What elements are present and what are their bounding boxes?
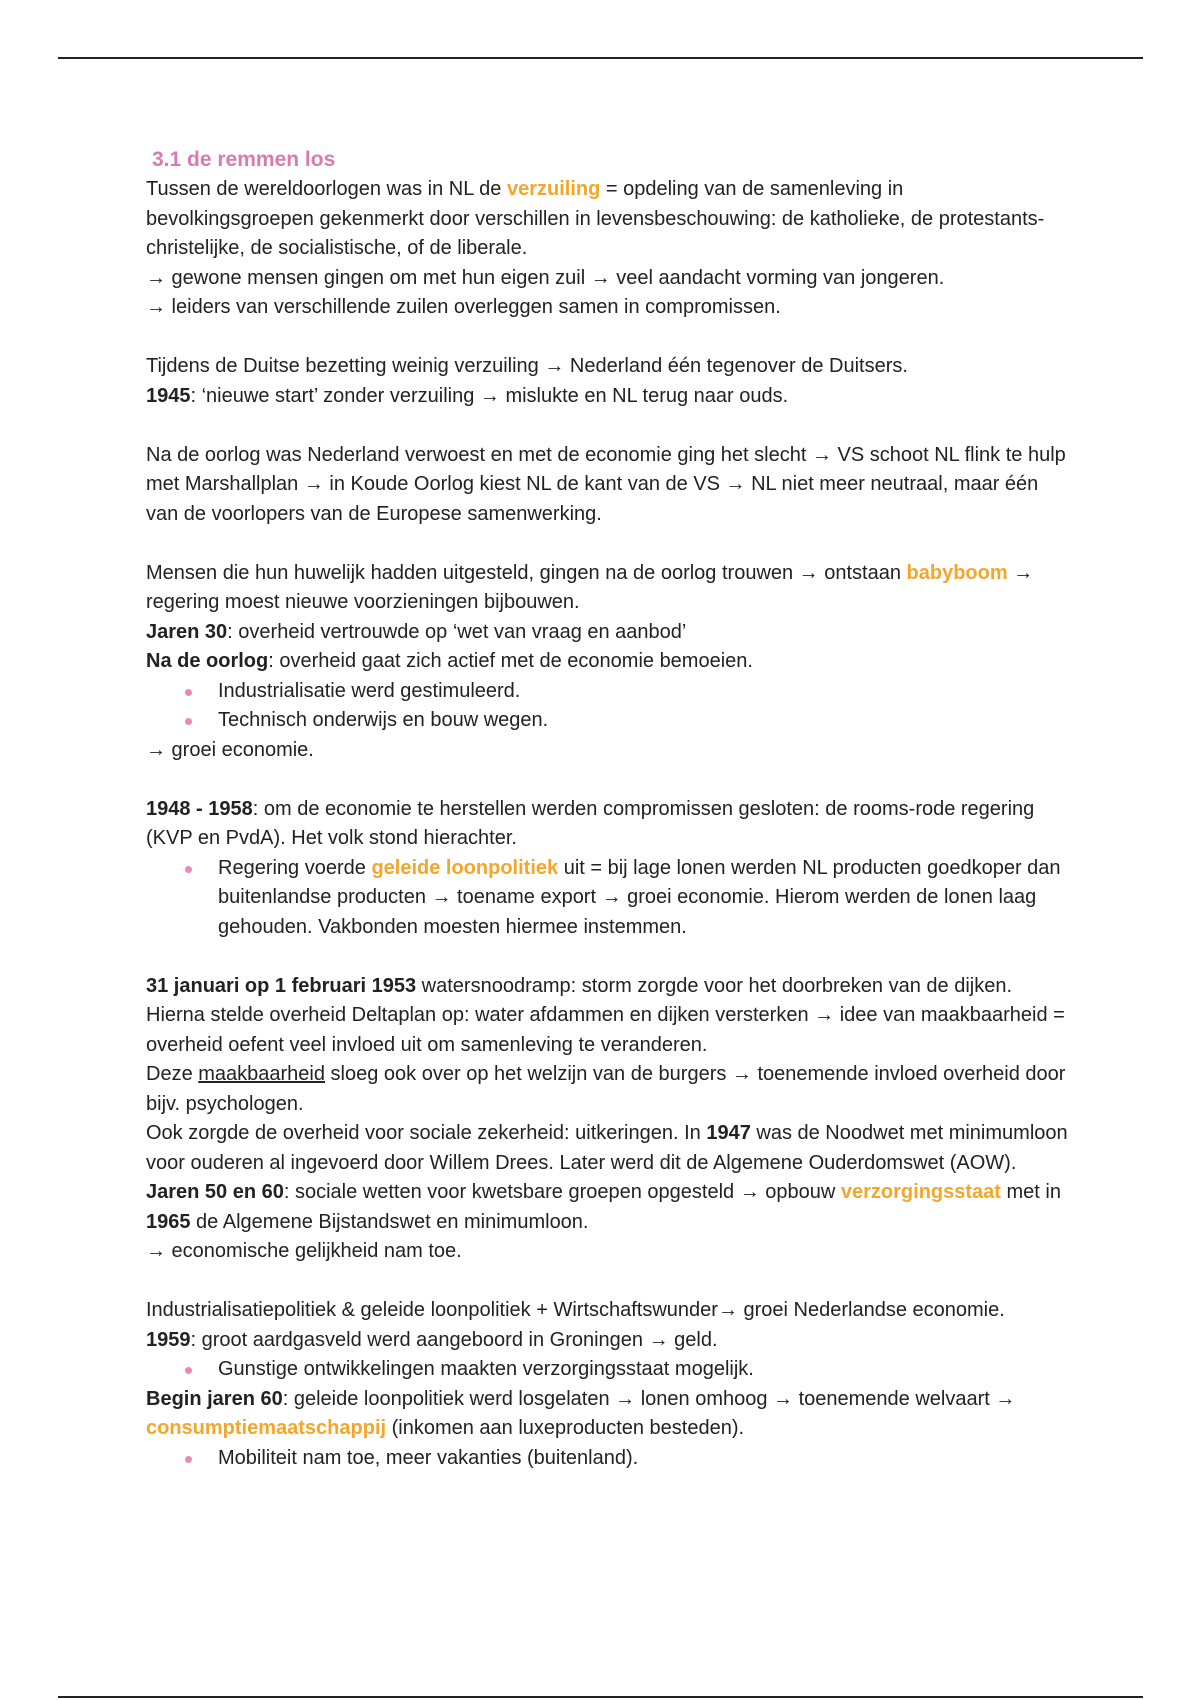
text: = opdeling van de samenleving in bevolkingsgroepen gekenmerkt door verschillen in levensbeschouwing: de katholieke, de protestants-christelijke, de socialistische, of de liberale. [146, 178, 1045, 259]
line-groei-economie: → groei economie. [146, 738, 314, 761]
text: : sociale wetten voor kwetsbare groepen opgesteld → opbouw [283, 1181, 841, 1203]
text: Ook zorgde de overheid voor sociale zekerheid: uitkeringen. In [146, 1122, 707, 1144]
term-verzuiling: verzuiling [506, 178, 601, 200]
text: : overheid gaat zich actief met de economie bemoeien. [268, 650, 753, 672]
line-bezetting: Tijdens de Duitse bezetting weinig verzuiling → Nederland één tegenover de Duitsers. [146, 355, 908, 377]
label-jaren-50-60: Jaren 50 en 60 [146, 1181, 284, 1203]
label-1948-1958: 1948 - 1958 [146, 797, 253, 820]
line-gelijkheid: → economische gelijkheid nam toe. [146, 1240, 462, 1262]
term-babyboom: babyboom [906, 561, 1008, 584]
text: → regering moest nieuwe voorzieningen bijbouwen. [146, 561, 1034, 613]
paragraph-industrialisatiepolitiek: Industrialisatiepolitiek & geleide loonpolitiek + Wirtschaftswunder→ groei Nederlandse economie. [146, 1299, 1005, 1321]
term-verzorgingsstaat: verzorgingsstaat [840, 1181, 1001, 1203]
document-body [146, 145, 1076, 1473]
bullet-list-aardgas [146, 1355, 1076, 1385]
text: was de Noodwet met minimumloon voor ouderen al ingevoerd door Willem Drees. Later werd dit de Algemene Ouderdomswet (AOW). [146, 1122, 1068, 1174]
text: (inkomen aan luxeproducten besteden). [386, 1417, 745, 1439]
bullet-list-economie [146, 677, 1076, 736]
paragraph-marshallplan: Na de oorlog was Nederland verwoest en met de economie ging het slecht → VS schoot NL flink te hulp met Marshallplan → in Koude Oorlog kiest NL de kant van de VS → NL niet meer neutraal, maar één van de voorlopers van de Europese samenwerking. [146, 443, 1066, 525]
bullet-list-loonpolitiek [146, 854, 1076, 943]
list-item: Technisch onderwijs en bouw wegen. [146, 706, 1076, 736]
label-begin-jaren-60: Begin jaren 60 [146, 1387, 283, 1410]
text: de Algemene Bijstandswet en minimumloon. [190, 1210, 589, 1233]
text: sloeg ook over op het welzijn van de burgers → toenemende invloed overheid door bijv. psychologen. [146, 1063, 1066, 1115]
text: uit = bij lage lonen werden NL producten goedkoper dan buitenlandse producten → toename export → groei economie. Hierom werden de lonen laag gehouden. Vakbonden moesten hiermee instemmen. [218, 856, 1061, 938]
term-geleide-loonpolitiek: geleide loonpolitiek [371, 856, 559, 879]
paragraph-sociale-zekerheid [146, 1119, 1076, 1178]
line-jaren-30 [146, 618, 1076, 648]
list-item: Industrialisatie werd gestimuleerd. [146, 677, 1076, 707]
paragraph-begin-jaren-60 [146, 1385, 1076, 1444]
text: Mensen die hun huwelijk hadden uitgesteld, gingen na de oorlog trouwen → ontstaan [146, 561, 907, 584]
paragraph-maakbaarheid [146, 1060, 1076, 1119]
paragraph-babyboom [146, 559, 1076, 618]
label-na-de-oorlog: Na de oorlog [146, 650, 269, 672]
label-date-1953: 31 januari op 1 februari 1953 [146, 974, 417, 997]
paragraph-jaren-50-60 [146, 1178, 1076, 1237]
line-1959 [146, 1326, 1076, 1356]
year-1965: 1965 [146, 1210, 191, 1233]
text: Regering voerde [218, 856, 372, 879]
list-item: Mobiliteit nam toe, meer vakanties (buitenland). [146, 1444, 1076, 1474]
year-1959: 1959 [146, 1328, 191, 1351]
text: : om de economie te herstellen werden compromissen gesloten: de rooms-rode regering (KVP en PvdA). Het volk stond hierachter. [146, 797, 1035, 849]
top-rule [58, 57, 1143, 59]
line-na-de-oorlog [146, 647, 1076, 677]
paragraph-watersnoodramp [146, 972, 1076, 1002]
text: watersnoodramp: storm zorgde voor het doorbreken van de dijken. [416, 974, 1013, 997]
text: : geleide loonpolitiek werd losgelaten → lonen omhoog → toenemende welvaart → [282, 1387, 1016, 1410]
list-item [146, 854, 1076, 943]
text: : overheid vertrouwde op ‘wet van vraag en aanbod’ [227, 620, 687, 643]
paragraph-1948-1958 [146, 795, 1076, 854]
paragraph-verzuiling [146, 175, 1076, 264]
line-1945 [146, 382, 1076, 412]
label-jaren-30: Jaren 30 [146, 620, 228, 643]
paragraph-deltaplan: Hierna stelde overheid Deltaplan op: water afdammen en dijken versterken → idee van maakbaarheid = overheid oefent veel invloed uit om samenleving te veranderen. [146, 1004, 1065, 1056]
year-1947: 1947 [706, 1122, 751, 1144]
term-maakbaarheid: maakbaarheid [198, 1063, 325, 1085]
text: met in [1000, 1181, 1061, 1203]
bullet-list-mobiliteit [146, 1444, 1076, 1474]
text: Tussen de wereldoorlogen was in NL de [146, 178, 507, 200]
bottom-rule [58, 1696, 1143, 1698]
text: Deze [146, 1063, 199, 1085]
line-leiders: → leiders van verschillende zuilen overleggen samen in compromissen. [146, 296, 781, 318]
text: : ‘nieuwe start’ zonder verzuiling → mislukte en NL terug naar ouds. [190, 384, 789, 407]
year-1945: 1945 [146, 384, 191, 407]
line-zuil: → gewone mensen gingen om met hun eigen zuil → veel aandacht vorming van jongeren. [146, 266, 945, 289]
section-title: 3.1 de remmen los [152, 148, 336, 171]
list-item: Gunstige ontwikkelingen maakten verzorgingsstaat mogelijk. [146, 1355, 1076, 1385]
term-consumptiemaatschappij: consumptiemaatschappij [146, 1417, 387, 1439]
text: : groot aardgasveld werd aangeboord in Groningen → geld. [190, 1328, 718, 1351]
